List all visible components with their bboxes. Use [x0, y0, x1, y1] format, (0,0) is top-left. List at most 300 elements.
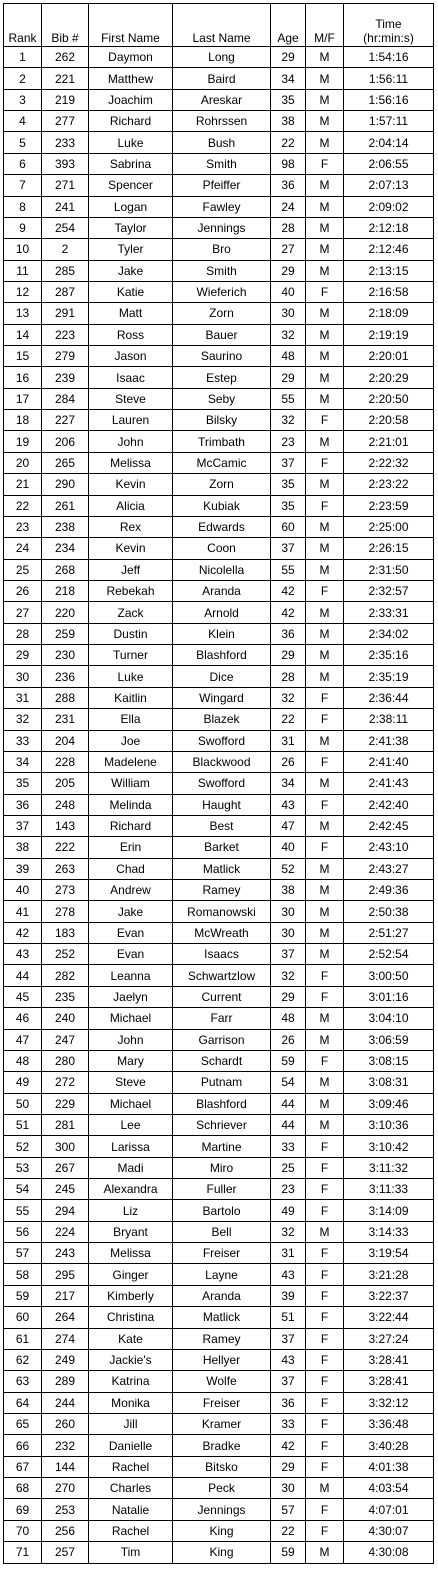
- bib-cell: 183: [42, 922, 89, 943]
- table-row: [4, 196, 434, 217]
- table-row: [4, 1221, 434, 1242]
- table-row: [4, 1243, 434, 1264]
- table-row: [4, 1200, 434, 1221]
- table-row: [4, 1456, 434, 1477]
- last-name-cell: Martine: [173, 1136, 271, 1157]
- rank-cell: 21: [4, 474, 42, 495]
- last-name-cell: Barket: [173, 837, 271, 858]
- bib-cell: 223: [42, 324, 89, 345]
- last-name-cell: Rohrssen: [173, 111, 271, 132]
- last-name-cell: Jennings: [173, 1499, 271, 1520]
- age-cell: 28: [271, 666, 306, 687]
- rank-cell: 70: [4, 1520, 42, 1541]
- first-name-cell: Richard: [89, 815, 173, 836]
- sex-cell: M: [306, 666, 344, 687]
- bib-cell: 233: [42, 132, 89, 153]
- age-cell: 44: [271, 1093, 306, 1114]
- bib-cell: 259: [42, 623, 89, 644]
- age-cell: 29: [271, 1456, 306, 1477]
- first-name-cell: Mary: [89, 1050, 173, 1071]
- last-name-cell: Bradke: [173, 1435, 271, 1456]
- first-name-cell: Michael: [89, 1093, 173, 1114]
- time-cell: 2:41:43: [344, 773, 434, 794]
- table-row: [4, 1392, 434, 1413]
- last-name-cell: Dice: [173, 666, 271, 687]
- last-name-cell: Wingard: [173, 687, 271, 708]
- time-cell: 2:18:09: [344, 303, 434, 324]
- table-row: [4, 474, 434, 495]
- time-cell: 3:11:32: [344, 1157, 434, 1178]
- sex-cell: F: [306, 1179, 344, 1200]
- age-cell: 35: [271, 495, 306, 516]
- sex-cell: M: [306, 1093, 344, 1114]
- first-name-cell: Jeff: [89, 559, 173, 580]
- time-cell: 2:25:00: [344, 516, 434, 537]
- time-cell: 1:56:16: [344, 89, 434, 110]
- first-name-cell: Tim: [89, 1542, 173, 1563]
- last-name-cell: Current: [173, 986, 271, 1007]
- sex-cell: M: [306, 89, 344, 110]
- sex-cell: M: [306, 132, 344, 153]
- bib-cell: 280: [42, 1050, 89, 1071]
- last-name-cell: Freiser: [173, 1392, 271, 1413]
- rank-cell: 44: [4, 965, 42, 986]
- first-name-cell: Melissa: [89, 452, 173, 473]
- bib-cell: 278: [42, 901, 89, 922]
- age-cell: 26: [271, 1029, 306, 1050]
- first-name-cell: Rebekah: [89, 580, 173, 601]
- rank-cell: 13: [4, 303, 42, 324]
- sex-cell: F: [306, 1371, 344, 1392]
- sex-cell: M: [306, 474, 344, 495]
- sex-cell: M: [306, 388, 344, 409]
- age-cell: 30: [271, 901, 306, 922]
- time-cell: 1:57:11: [344, 111, 434, 132]
- time-cell: 2:20:29: [344, 367, 434, 388]
- first-name-cell: Matthew: [89, 68, 173, 89]
- age-cell: 48: [271, 346, 306, 367]
- bib-cell: 247: [42, 1029, 89, 1050]
- rank-cell: 48: [4, 1050, 42, 1071]
- bib-cell: 228: [42, 751, 89, 772]
- age-cell: 33: [271, 1136, 306, 1157]
- rank-cell: 64: [4, 1392, 42, 1413]
- first-name-cell: Katie: [89, 281, 173, 302]
- first-name-cell: Jake: [89, 901, 173, 922]
- age-cell: 30: [271, 922, 306, 943]
- table-row: [4, 944, 434, 965]
- sex-cell: F: [306, 687, 344, 708]
- bib-cell: 219: [42, 89, 89, 110]
- last-name-cell: Saurino: [173, 346, 271, 367]
- time-cell: 3:22:44: [344, 1307, 434, 1328]
- last-name-cell: Baird: [173, 68, 271, 89]
- header-bib: Bib #: [42, 4, 89, 47]
- first-name-cell: Daymon: [89, 47, 173, 68]
- first-name-cell: Joe: [89, 730, 173, 751]
- first-name-cell: Luke: [89, 132, 173, 153]
- time-cell: 2:38:11: [344, 709, 434, 730]
- table-row: [4, 858, 434, 879]
- time-cell: 2:19:19: [344, 324, 434, 345]
- first-name-cell: Erin: [89, 837, 173, 858]
- age-cell: 55: [271, 559, 306, 580]
- bib-cell: 249: [42, 1349, 89, 1370]
- last-name-cell: Bilsky: [173, 410, 271, 431]
- table-row: [4, 1499, 434, 1520]
- table-row: [4, 1414, 434, 1435]
- time-cell: 4:01:38: [344, 1456, 434, 1477]
- age-cell: 30: [271, 1478, 306, 1499]
- first-name-cell: Evan: [89, 922, 173, 943]
- time-cell: 2:41:40: [344, 751, 434, 772]
- bib-cell: 143: [42, 815, 89, 836]
- rank-cell: 17: [4, 388, 42, 409]
- age-cell: 42: [271, 602, 306, 623]
- first-name-cell: Ross: [89, 324, 173, 345]
- bib-cell: 229: [42, 1093, 89, 1114]
- age-cell: 25: [271, 1157, 306, 1178]
- last-name-cell: Miro: [173, 1157, 271, 1178]
- time-cell: 2:16:58: [344, 281, 434, 302]
- table-row: [4, 751, 434, 772]
- header-time-unit: (hr:min:s): [363, 31, 414, 45]
- bib-cell: 281: [42, 1114, 89, 1135]
- sex-cell: M: [306, 1072, 344, 1093]
- sex-cell: F: [306, 1307, 344, 1328]
- age-cell: 23: [271, 431, 306, 452]
- age-cell: 37: [271, 538, 306, 559]
- bib-cell: 220: [42, 602, 89, 623]
- rank-cell: 37: [4, 815, 42, 836]
- last-name-cell: Kubiak: [173, 495, 271, 516]
- bib-cell: 273: [42, 880, 89, 901]
- sex-cell: F: [306, 965, 344, 986]
- rank-cell: 22: [4, 495, 42, 516]
- bib-cell: 227: [42, 410, 89, 431]
- age-cell: 37: [271, 1328, 306, 1349]
- bib-cell: 206: [42, 431, 89, 452]
- first-name-cell: Matt: [89, 303, 173, 324]
- sex-cell: F: [306, 1200, 344, 1221]
- table-row: [4, 431, 434, 452]
- rank-cell: 14: [4, 324, 42, 345]
- header-time-label: Time: [375, 17, 402, 31]
- bib-cell: 224: [42, 1221, 89, 1242]
- sex-cell: F: [306, 751, 344, 772]
- rank-cell: 63: [4, 1371, 42, 1392]
- first-name-cell: Rachel: [89, 1456, 173, 1477]
- time-cell: 2:12:18: [344, 217, 434, 238]
- rank-cell: 33: [4, 730, 42, 751]
- table-row: [4, 1307, 434, 1328]
- table-row: [4, 281, 434, 302]
- last-name-cell: Long: [173, 47, 271, 68]
- table-row: [4, 794, 434, 815]
- time-cell: 3:10:42: [344, 1136, 434, 1157]
- sex-cell: M: [306, 111, 344, 132]
- time-cell: 2:31:50: [344, 559, 434, 580]
- sex-cell: M: [306, 175, 344, 196]
- last-name-cell: Areskar: [173, 89, 271, 110]
- sex-cell: M: [306, 623, 344, 644]
- time-cell: 2:21:01: [344, 431, 434, 452]
- sex-cell: F: [306, 1157, 344, 1178]
- table-row: [4, 1520, 434, 1541]
- last-name-cell: Haught: [173, 794, 271, 815]
- first-name-cell: Jake: [89, 260, 173, 281]
- time-cell: 2:33:31: [344, 602, 434, 623]
- table-row: [4, 837, 434, 858]
- bib-cell: 261: [42, 495, 89, 516]
- age-cell: 59: [271, 1542, 306, 1563]
- bib-cell: 222: [42, 837, 89, 858]
- first-name-cell: Jason: [89, 346, 173, 367]
- bib-cell: 221: [42, 68, 89, 89]
- bib-cell: 260: [42, 1414, 89, 1435]
- rank-cell: 50: [4, 1093, 42, 1114]
- sex-cell: M: [306, 815, 344, 836]
- bib-cell: 290: [42, 474, 89, 495]
- last-name-cell: Bush: [173, 132, 271, 153]
- sex-cell: F: [306, 452, 344, 473]
- table-row: [4, 773, 434, 794]
- bib-cell: 256: [42, 1520, 89, 1541]
- age-cell: 40: [271, 837, 306, 858]
- last-name-cell: McCamic: [173, 452, 271, 473]
- bib-cell: 285: [42, 260, 89, 281]
- rank-cell: 15: [4, 346, 42, 367]
- time-cell: 2:26:15: [344, 538, 434, 559]
- bib-cell: 295: [42, 1264, 89, 1285]
- bib-cell: 264: [42, 1307, 89, 1328]
- age-cell: 34: [271, 68, 306, 89]
- rank-cell: 38: [4, 837, 42, 858]
- age-cell: 24: [271, 196, 306, 217]
- last-name-cell: Layne: [173, 1264, 271, 1285]
- sex-cell: F: [306, 1050, 344, 1071]
- rank-cell: 29: [4, 645, 42, 666]
- rank-cell: 8: [4, 196, 42, 217]
- first-name-cell: Rex: [89, 516, 173, 537]
- sex-cell: M: [306, 880, 344, 901]
- age-cell: 54: [271, 1072, 306, 1093]
- time-cell: 3:40:28: [344, 1435, 434, 1456]
- table-row: [4, 516, 434, 537]
- rank-cell: 5: [4, 132, 42, 153]
- last-name-cell: Isaacs: [173, 944, 271, 965]
- sex-cell: F: [306, 1499, 344, 1520]
- sex-cell: F: [306, 1435, 344, 1456]
- first-name-cell: Danielle: [89, 1435, 173, 1456]
- age-cell: 43: [271, 1264, 306, 1285]
- age-cell: 37: [271, 1371, 306, 1392]
- first-name-cell: Alexandra: [89, 1179, 173, 1200]
- bib-cell: 287: [42, 281, 89, 302]
- rank-cell: 54: [4, 1179, 42, 1200]
- age-cell: 22: [271, 132, 306, 153]
- first-name-cell: Lauren: [89, 410, 173, 431]
- bib-cell: 279: [42, 346, 89, 367]
- header-first-name: First Name: [89, 4, 173, 47]
- sex-cell: M: [306, 944, 344, 965]
- time-cell: 3:28:41: [344, 1371, 434, 1392]
- rank-cell: 6: [4, 153, 42, 174]
- sex-cell: F: [306, 281, 344, 302]
- age-cell: 36: [271, 175, 306, 196]
- age-cell: 43: [271, 1349, 306, 1370]
- time-cell: 3:00:50: [344, 965, 434, 986]
- time-cell: 2:32:57: [344, 580, 434, 601]
- time-cell: 3:14:09: [344, 1200, 434, 1221]
- last-name-cell: Kramer: [173, 1414, 271, 1435]
- rank-cell: 9: [4, 217, 42, 238]
- sex-cell: M: [306, 303, 344, 324]
- age-cell: 40: [271, 281, 306, 302]
- header-age: Age: [271, 4, 306, 47]
- bib-cell: 248: [42, 794, 89, 815]
- sex-cell: M: [306, 196, 344, 217]
- age-cell: 32: [271, 965, 306, 986]
- last-name-cell: Nicolella: [173, 559, 271, 580]
- first-name-cell: Kimberly: [89, 1285, 173, 1306]
- sex-cell: M: [306, 602, 344, 623]
- age-cell: 26: [271, 751, 306, 772]
- rank-cell: 62: [4, 1349, 42, 1370]
- last-name-cell: Wieferich: [173, 281, 271, 302]
- sex-cell: F: [306, 1136, 344, 1157]
- table-row: [4, 1136, 434, 1157]
- header-last-name: Last Name: [173, 4, 271, 47]
- sex-cell: F: [306, 153, 344, 174]
- last-name-cell: Edwards: [173, 516, 271, 537]
- age-cell: 31: [271, 1243, 306, 1264]
- table-row: [4, 260, 434, 281]
- last-name-cell: Ramey: [173, 1328, 271, 1349]
- bib-cell: 2: [42, 239, 89, 260]
- table-row: [4, 538, 434, 559]
- age-cell: 55: [271, 388, 306, 409]
- age-cell: 33: [271, 1414, 306, 1435]
- time-cell: 3:08:15: [344, 1050, 434, 1071]
- sex-cell: M: [306, 68, 344, 89]
- sex-cell: M: [306, 1542, 344, 1563]
- rank-cell: 40: [4, 880, 42, 901]
- last-name-cell: Best: [173, 815, 271, 836]
- age-cell: 59: [271, 1050, 306, 1071]
- sex-cell: M: [306, 1008, 344, 1029]
- time-cell: 2:42:40: [344, 794, 434, 815]
- table-row: [4, 495, 434, 516]
- header-row: [4, 4, 434, 47]
- last-name-cell: Bartolo: [173, 1200, 271, 1221]
- sex-cell: M: [306, 346, 344, 367]
- last-name-cell: McWreath: [173, 922, 271, 943]
- time-cell: 3:36:48: [344, 1414, 434, 1435]
- last-name-cell: King: [173, 1542, 271, 1563]
- age-cell: 38: [271, 880, 306, 901]
- sex-cell: M: [306, 431, 344, 452]
- sex-cell: F: [306, 495, 344, 516]
- last-name-cell: Aranda: [173, 580, 271, 601]
- sex-cell: M: [306, 239, 344, 260]
- last-name-cell: Romanowski: [173, 901, 271, 922]
- table-row: [4, 645, 434, 666]
- bib-cell: 243: [42, 1243, 89, 1264]
- age-cell: 34: [271, 773, 306, 794]
- first-name-cell: Kevin: [89, 538, 173, 559]
- age-cell: 36: [271, 623, 306, 644]
- bib-cell: 274: [42, 1328, 89, 1349]
- rank-cell: 59: [4, 1285, 42, 1306]
- table-row: [4, 666, 434, 687]
- last-name-cell: Aranda: [173, 1285, 271, 1306]
- rank-cell: 57: [4, 1243, 42, 1264]
- table-row: [4, 709, 434, 730]
- rank-cell: 25: [4, 559, 42, 580]
- time-cell: 3:22:37: [344, 1285, 434, 1306]
- bib-cell: 236: [42, 666, 89, 687]
- rank-cell: 7: [4, 175, 42, 196]
- sex-cell: M: [306, 901, 344, 922]
- rank-cell: 41: [4, 901, 42, 922]
- table-row: [4, 1008, 434, 1029]
- age-cell: 57: [271, 1499, 306, 1520]
- time-cell: 4:07:01: [344, 1499, 434, 1520]
- time-cell: 3:04:10: [344, 1008, 434, 1029]
- rank-cell: 49: [4, 1072, 42, 1093]
- rank-cell: 52: [4, 1136, 42, 1157]
- bib-cell: 294: [42, 1200, 89, 1221]
- sex-cell: F: [306, 1243, 344, 1264]
- time-cell: 3:28:41: [344, 1349, 434, 1370]
- table-row: [4, 1093, 434, 1114]
- last-name-cell: Matlick: [173, 1307, 271, 1328]
- bib-cell: 393: [42, 153, 89, 174]
- table-row: [4, 1328, 434, 1349]
- first-name-cell: Jaelyn: [89, 986, 173, 1007]
- rank-cell: 31: [4, 687, 42, 708]
- age-cell: 32: [271, 1221, 306, 1242]
- bib-cell: 253: [42, 1499, 89, 1520]
- age-cell: 48: [271, 1008, 306, 1029]
- first-name-cell: Kevin: [89, 474, 173, 495]
- table-row: [4, 986, 434, 1007]
- time-cell: 2:41:38: [344, 730, 434, 751]
- bib-cell: 235: [42, 986, 89, 1007]
- table-row: [4, 965, 434, 986]
- bib-cell: 231: [42, 709, 89, 730]
- sex-cell: F: [306, 580, 344, 601]
- sex-cell: M: [306, 1114, 344, 1135]
- first-name-cell: William: [89, 773, 173, 794]
- age-cell: 35: [271, 474, 306, 495]
- first-name-cell: Rachel: [89, 1520, 173, 1541]
- age-cell: 28: [271, 217, 306, 238]
- time-cell: 2:49:36: [344, 880, 434, 901]
- sex-cell: F: [306, 1285, 344, 1306]
- table-row: [4, 815, 434, 836]
- first-name-cell: Charles: [89, 1478, 173, 1499]
- first-name-cell: Alicia: [89, 495, 173, 516]
- sex-cell: F: [306, 837, 344, 858]
- table-row: [4, 1285, 434, 1306]
- header-time: [344, 4, 434, 47]
- sex-cell: M: [306, 260, 344, 281]
- first-name-cell: John: [89, 1029, 173, 1050]
- results-body: [4, 47, 434, 1564]
- bib-cell: 217: [42, 1285, 89, 1306]
